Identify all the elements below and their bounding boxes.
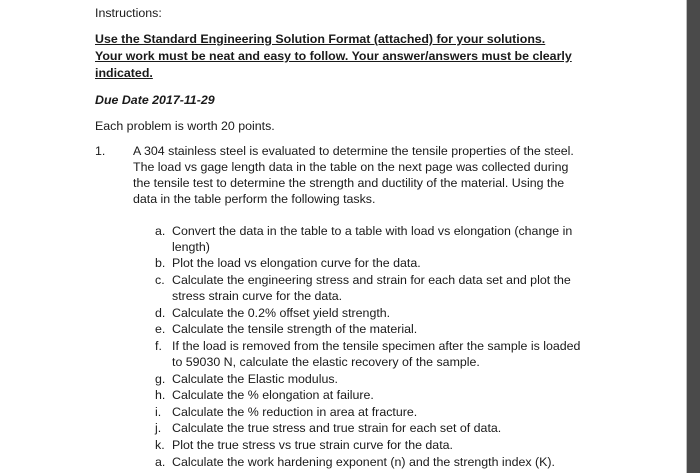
problem-line-3: the tensile test to determine the strength and ductility of the material. Using the (133, 176, 565, 190)
task-letter: a. (155, 224, 166, 238)
instructions-heading: Instructions: (95, 6, 162, 20)
task-text: Calculate the % elongation at failure. (172, 388, 374, 402)
problem-line-1: A 304 stainless steel is evaluated to determine the tensile properties of the steel. (133, 144, 574, 158)
problem-line-2: The load vs gage length data in the table on the next page was collected during (133, 160, 569, 174)
task-letter: j. (155, 421, 162, 435)
task-letter: g. (155, 372, 166, 386)
task-letter: e. (155, 322, 166, 336)
task-letter: a. (155, 455, 166, 469)
instruction-line-3: indicated. (95, 66, 153, 80)
task-letter: i. (155, 405, 162, 419)
task-letter: c. (155, 273, 165, 287)
points-note: Each problem is worth 20 points. (95, 119, 275, 133)
task-text: Calculate the engineering stress and strain for each data set and plot the (172, 273, 571, 287)
instruction-line-1: Use the Standard Engineering Solution Format (attached) for your solutions. (95, 32, 546, 46)
task-letter: f. (155, 339, 162, 353)
task-letter: h. (155, 388, 166, 402)
task-text: stress strain curve for the data. (172, 289, 343, 303)
task-text: length) (172, 240, 210, 254)
task-text: Calculate the true stress and true strain for each set of data. (172, 421, 502, 435)
task-text: Calculate the % reduction in area at fracture. (172, 405, 418, 419)
task-text: Calculate the tensile strength of the material. (172, 322, 418, 336)
task-text: Convert the data in the table to a table with load vs elongation (change in (172, 224, 573, 238)
due-date: Due Date 2017-11-29 (95, 93, 215, 107)
instruction-line-2: Your work must be neat and easy to follow. Your answer/answers must be clearly (95, 49, 572, 63)
task-letter: k. (155, 438, 165, 452)
task-text: Plot the true stress vs true strain curve for the data. (172, 438, 453, 452)
task-letter: d. (155, 306, 166, 320)
task-text: If the load is removed from the tensile specimen after the sample is loaded (172, 339, 581, 353)
task-text: Plot the load vs elongation curve for the data. (172, 256, 421, 270)
task-letter: b. (155, 256, 166, 270)
task-text: Calculate the Elastic modulus. (172, 372, 338, 386)
task-text: Calculate the 0.2% offset yield strength. (172, 306, 391, 320)
problem-number: 1. (95, 144, 106, 158)
task-text: Calculate the work hardening exponent (n) and the strength index (K). (172, 455, 555, 469)
problem-line-4: data in the table perform the following tasks. (133, 192, 376, 206)
task-text: to 59030 N, calculate the elastic recovery of the sample. (172, 355, 480, 369)
